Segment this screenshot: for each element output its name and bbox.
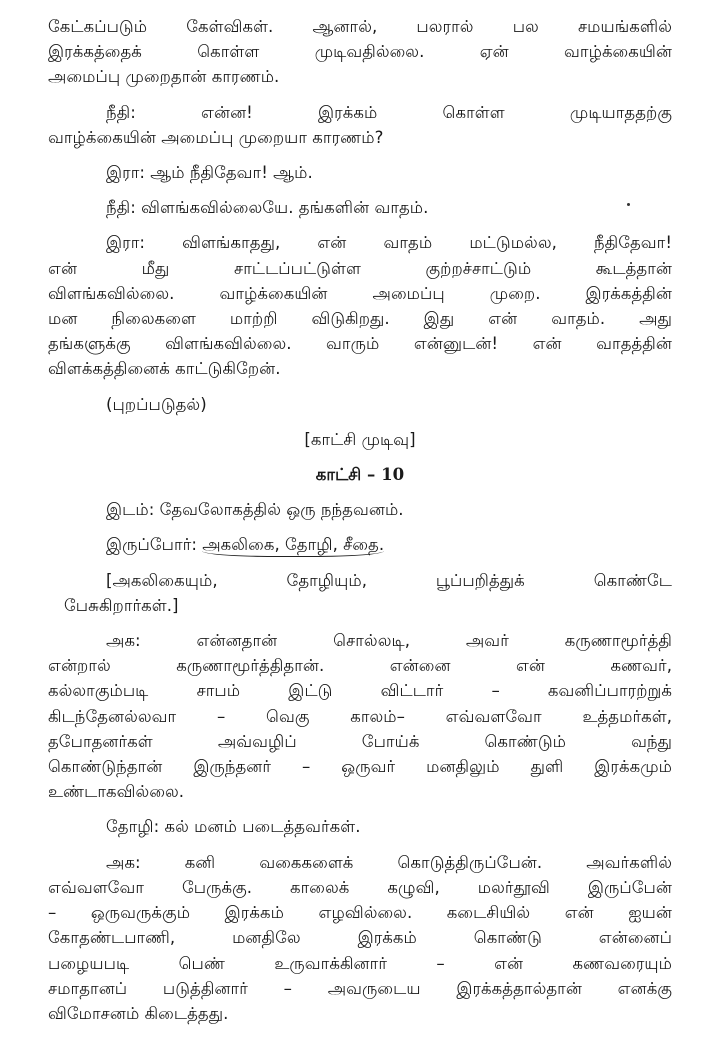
ink-speck — [627, 203, 630, 206]
characters-label: இருப்போர்: — [106, 535, 203, 555]
scene-heading: காட்சி – 10 — [315, 464, 405, 485]
dialogue-line: இரா: ஆம் நீதிதேவா! ஆம். — [106, 163, 313, 183]
text-line: விளங்கவில்லை. வாழ்க்கையின் அமைப்பு முறை. இரக்கத்தின் — [48, 283, 672, 303]
text-line: கிடந்தேனல்லவா – வெகு காலம்– எவ்வளவோ உத்தமர்கள், — [48, 706, 672, 726]
text-line: கோதண்டபாணி, மனதிலே இரக்கம் கொண்டு என்னைப் — [48, 928, 672, 948]
text-line: கேட்கப்படும் கேள்விகள். ஆனால், பலரால் பல சமயங்களில் — [48, 17, 672, 36]
text-line: என் மீது சாட்டப்பட்டுள்ள குற்றச்சாட்டும் கூடத்தான் — [48, 258, 672, 278]
scene-characters — [48, 532, 672, 557]
text-line: தபோதனர்கள் அவ்வழிப் போய்க் கொண்டும் வந்து — [48, 731, 672, 751]
text-line: எவ்வளவோ பேருக்கு. காலைக் கழுவி, மலர்தூவி இருப்பேன் — [48, 877, 672, 897]
text-line: உண்டாகவில்லை. — [48, 782, 185, 802]
text-line: இரக்கத்தைக் கொள்ள முடிவதில்லை. ஏன் வாழ்க்கையின் — [48, 42, 672, 62]
text-line: கொண்டுந்தான் இருந்தனர் – ஒருவர் மனதிலும் துளி இரக்கமும் — [48, 757, 672, 777]
stage-direction: (புறப்படுதல்) — [106, 394, 207, 414]
text-line: சமாதானப் படுத்தினார் – அவருடைய இரக்கத்தால்தான் எனக்கு — [48, 978, 672, 998]
text-line: அமைப்பு முறைதான் காரணம். — [48, 67, 280, 87]
text-line: விமோசனம் கிடைத்தது. — [48, 1003, 229, 1023]
stage-direction: பேசுகிறார்கள்.] — [64, 595, 179, 615]
dialogue-line: இரா: விளங்காதது, என் வாதம் மட்டுமல்ல, நீதிதேவா! — [106, 233, 672, 253]
text-line: மன நிலைகளை மாற்றி விடுகிறது. இது என் வாதம். அது — [48, 309, 672, 329]
scene-location: இடம்: தேவலோகத்தில் ஒரு நந்தவனம். — [106, 500, 404, 520]
text-line: தங்களுக்கு விளங்கவில்லை. வாரும் என்னுடன்! என் வாதத்தின் — [48, 334, 672, 354]
dialogue-line: நீதி: என்ன! இரக்கம் கொள்ள முடியாததற்கு — [106, 102, 672, 122]
document-page — [48, 14, 672, 1044]
text-line: – ஒருவருக்கும் இரக்கம் எழவில்லை. கடைசியில் என் ஐயன் — [48, 903, 672, 923]
characters-list: அகலிகை, தோழி, சீதை. — [202, 535, 384, 557]
stage-direction: [அகலிகையும், தோழியும், பூப்பறித்துக் கொண்டே — [106, 570, 672, 590]
text-line: வாழ்க்கையின் அமைப்பு முறையா காரணம்? — [48, 127, 384, 147]
text-line: கல்லாகும்படி சாபம் இட்டு விட்டார் – கவனிப்பாரற்றுக் — [48, 681, 672, 701]
dialogue-line: அக: என்னதான் சொல்லடி, அவர் கருணாமூர்த்தி — [106, 631, 672, 651]
dialogue-line: அக: கனி வகைகளைக் கொடுத்திருப்பேன். அவர்களில் — [106, 852, 672, 872]
text-line: என்றால் கருணாமூர்த்திதான். என்னை என் கணவர், — [48, 656, 672, 676]
text-line: விளக்கத்தினைக் காட்டுகிறேன். — [48, 359, 281, 379]
text-line: பழையபடி பெண் உருவாக்கினார் – என் கணவரையும் — [48, 953, 672, 973]
scene-end-marker: [காட்சி முடிவு] — [304, 429, 416, 449]
dialogue-line: தோழி: கல் மனம் படைத்தவர்கள். — [106, 817, 361, 837]
dialogue-line: நீதி: விளங்கவில்லையே. தங்களின் வாதம். — [106, 198, 429, 218]
